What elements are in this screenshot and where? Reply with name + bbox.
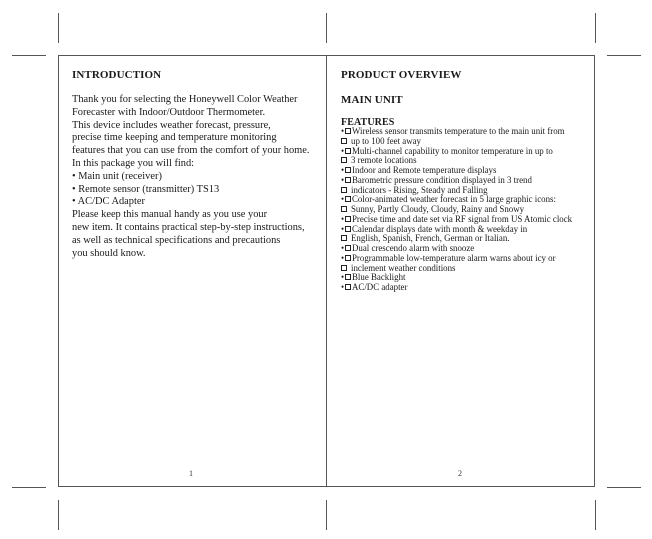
crop-mark bbox=[607, 487, 641, 488]
bullet-dot-icon: • bbox=[341, 223, 345, 234]
crop-mark bbox=[607, 55, 641, 56]
intro-line: Please keep this manual handy as you use your bbox=[72, 209, 268, 221]
bullet-dot-icon: • bbox=[341, 126, 345, 136]
feature-text: Barometric pressure condition displayed in 3 trend bbox=[352, 174, 532, 185]
bullet-dot-icon: • bbox=[341, 194, 345, 205]
intro-line: you should know. bbox=[72, 247, 146, 259]
feature-text: indicators - Rising, Steady and Falling bbox=[351, 184, 488, 195]
crop-mark bbox=[12, 487, 46, 488]
checkbox-square-icon bbox=[345, 167, 351, 173]
product-overview-heading: PRODUCT OVERVIEW bbox=[341, 69, 462, 81]
checkbox-square-icon bbox=[345, 284, 351, 290]
checkbox-square-icon bbox=[341, 206, 347, 212]
intro-body bbox=[72, 94, 322, 260]
intro-line: In this package you will find: bbox=[72, 157, 195, 169]
bullet-dot-icon: • bbox=[341, 145, 345, 156]
bullet-dot-icon: • bbox=[341, 252, 345, 263]
main-unit-heading: MAIN UNIT bbox=[341, 94, 403, 106]
intro-line: • Remote sensor (transmitter) TS13 bbox=[72, 183, 220, 195]
page-number-left: 1 bbox=[189, 469, 193, 478]
checkbox-square-icon bbox=[341, 157, 347, 163]
checkbox-square-icon bbox=[345, 177, 351, 183]
crop-mark bbox=[595, 500, 596, 530]
checkbox-square-icon bbox=[345, 255, 351, 261]
crop-mark bbox=[326, 13, 327, 43]
crop-mark bbox=[326, 500, 327, 530]
feature-text: inclement weather conditions bbox=[351, 262, 456, 273]
intro-line: new item. It contains practical step-by-step instructions, bbox=[72, 221, 305, 233]
feature-text: Multi-channel capability to monitor temperature in up to bbox=[352, 145, 553, 156]
feature-text: Calendar displays date with month & weekday in bbox=[352, 223, 528, 234]
bullet-dot-icon: • bbox=[341, 174, 345, 185]
feature-text: Sunny, Partly Cloudy, Cloudy, Rainy and Snowy bbox=[351, 204, 525, 214]
intro-heading: INTRODUCTION bbox=[72, 69, 162, 81]
checkbox-square-icon bbox=[345, 128, 351, 134]
checkbox-square-icon bbox=[341, 235, 347, 241]
crop-mark bbox=[58, 500, 59, 530]
crop-mark bbox=[58, 13, 59, 43]
feature-text: Indoor and Remote temperature displays bbox=[352, 165, 497, 175]
feature-item bbox=[341, 283, 595, 293]
checkbox-square-icon bbox=[341, 138, 347, 144]
feature-text: Dual crescendo alarm with snooze bbox=[352, 243, 475, 253]
intro-line: Forecaster with Indoor/Outdoor Thermometer. bbox=[72, 106, 266, 118]
intro-line: Thank you for selecting the Honeywell Color Weather bbox=[72, 94, 298, 105]
checkbox-square-icon bbox=[345, 196, 351, 202]
intro-line: features that you can use from the comfort of your home. bbox=[72, 145, 310, 157]
intro-line: precise time keeping and temperature monitoring bbox=[72, 132, 277, 144]
checkbox-square-icon bbox=[341, 187, 347, 193]
checkbox-square-icon bbox=[345, 274, 351, 280]
checkbox-square-icon bbox=[345, 148, 351, 154]
features-list bbox=[341, 127, 595, 293]
bullet-dot-icon: • bbox=[341, 165, 345, 175]
page-divider bbox=[326, 55, 327, 487]
checkbox-square-icon bbox=[345, 245, 351, 251]
crop-mark bbox=[12, 55, 46, 56]
feature-text: Blue Backlight bbox=[352, 272, 406, 283]
page-number-right: 2 bbox=[458, 469, 462, 478]
bullet-dot-icon: • bbox=[341, 243, 345, 253]
checkbox-square-icon bbox=[341, 265, 347, 271]
bullet-dot-icon: • bbox=[341, 213, 345, 224]
checkbox-square-icon bbox=[345, 216, 351, 222]
checkbox-square-icon bbox=[345, 226, 351, 232]
feature-text: Color-animated weather forecast in 5 large graphic icons: bbox=[352, 194, 556, 205]
intro-line: • AC/DC Adapter bbox=[72, 196, 145, 208]
bullet-dot-icon: • bbox=[341, 272, 345, 283]
feature-text: Precise time and date set via RF signal from US Atomic clock bbox=[352, 213, 573, 224]
intro-line: • Main unit (receiver) bbox=[72, 170, 162, 182]
feature-text: up to 100 feet away bbox=[351, 135, 421, 146]
crop-mark bbox=[595, 13, 596, 43]
feature-text: Wireless sensor transmits temperature to the main unit from bbox=[352, 126, 565, 136]
intro-line: This device includes weather forecast, pressure, bbox=[72, 119, 271, 131]
intro-line: as well as technical specifications and precautions bbox=[72, 234, 281, 246]
feature-text: Programmable low-temperature alarm warns about icy or bbox=[352, 252, 556, 263]
features-heading: FEATURES bbox=[341, 117, 395, 128]
feature-text: 3 remote locations bbox=[351, 155, 417, 166]
feature-text: English, Spanish, French, German or Italian. bbox=[351, 233, 510, 244]
feature-text: AC/DC adapter bbox=[352, 282, 408, 292]
bullet-dot-icon: • bbox=[341, 282, 345, 292]
